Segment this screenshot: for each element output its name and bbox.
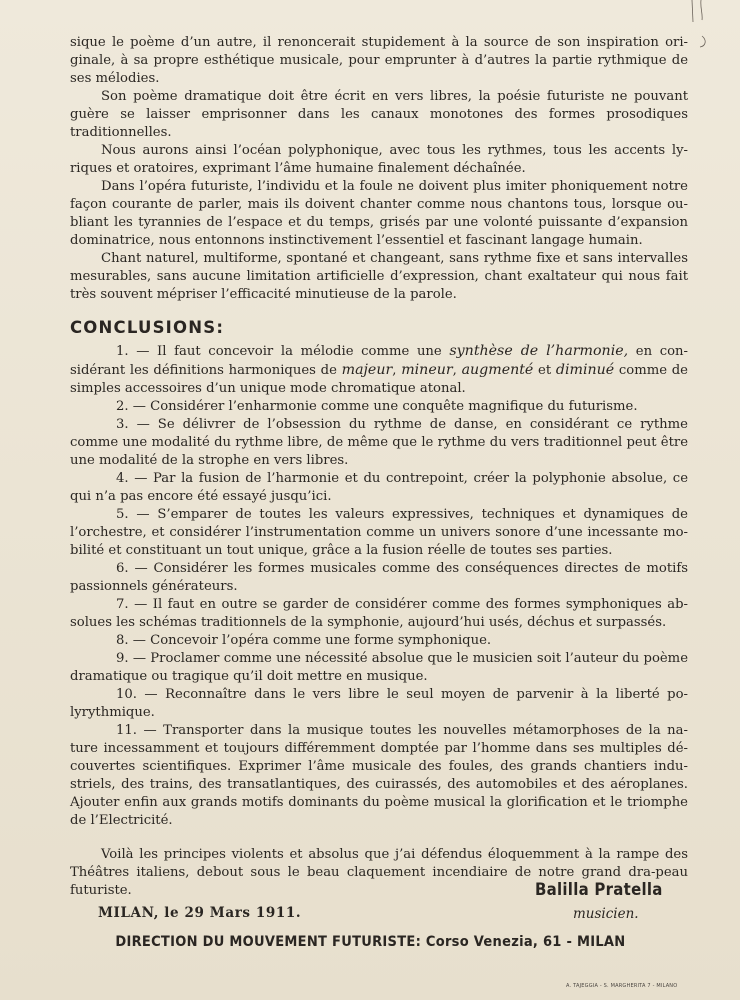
paragraph: Nous aurons ainsi l’océan polyphonique, avec tous les rythmes, tous les accents ly-riques et oratoires, exprimant l’âme humaine finalement déchaînée. (70, 143, 688, 176)
conclusion-item-10: 10. — Reconnaître dans le vers libre le seul moyen de parvenir à la liberté po-lyrythmique. (70, 687, 688, 720)
conclusion-item-7: 7. — Il faut en outre se garder de considérer comme des formes symphoniques ab-solues les schémas traditionnels de la symphonie, aujourd’hui usés, déchus et surpassés. (70, 597, 688, 630)
conclusion-item-1: 1. — Il faut concevoir la mélodie comme une synthèse de l’harmonie, en con-sidérant les définitions harmoniques de majeur, mineur, augmenté et diminué comme de simples accessoires d’un unique mode chromatique atonal. (70, 343, 688, 396)
conclusion-item-8: 8. — Concevoir l’opéra comme une forme symphonique. (116, 633, 492, 648)
conclusion-item-11: 11. — Transporter dans la musique toutes les nouvelles métamorphoses de la na-ture incessamment et toujours différemment domptée par l’homme dans ses multiples dé-couvertes scientifiques. Exprimer l’âme musicale des foules, des grands chantiers indu-striels, des trains, des transatlantiques, des cuirassés, des automobiles et des aéroplanes. Ajouter enfin aux grands motifs dominants du poème musical la glorification et le triomphe de l’Electricité. (70, 723, 688, 828)
signature-name: Balilla Pratella (535, 880, 663, 900)
paragraph: Chant naturel, multiforme, spontané et changeant, sans rythme fixe et sans intervalles mesurables, sans aucune limitation artificielle d’expression, chant exaltateur qui nous fait très souvent mépriser l’efficacité minutieuse de la parole. (70, 251, 688, 302)
corner-fold-mark (688, 0, 712, 48)
conclusion-item-5: 5. — S’emparer de toutes les valeurs expressives, techniques et dynamiques de l’orchestre, et considérer l’instrumentation comme un univers sonore d’une incessante mo-bilité et constituant un tout unique, grâce a la fusion réelle de toutes ses parties. (70, 507, 688, 558)
paragraph: sique le poème d’un autre, il renoncerait stupidement à la source de son inspiration ori-ginale, à sa propre esthétique musicale, pour emprunter à d’autres la partie rythmique de ses mélodies. (70, 35, 688, 86)
conclusions-heading: CONCLUSIONS: (70, 318, 225, 337)
closing-paragraph: Voilà les principes violents et absolus que j’ai défendus éloquemment à la rampe des Théâtres italiens, debout sous le beau claquement incendiaire de notre grand dra-peau futuriste. (70, 847, 688, 898)
paragraph: Son poème dramatique doit être écrit en vers libres, la poésie futuriste ne pouvant guère se laisser emprisonner dans les canaux monotones des formes prosodiques traditionnelles. (70, 89, 688, 140)
signature-role: musicien. (573, 906, 639, 922)
paragraph: Dans l’opéra futuriste, l’individu et la foule ne doivent plus imiter phoniquement notre façon courante de parler, mais ils doivent chanter comme nous chantons tous, lorsque ou-bliant les tyrannies de l’espace et du temps, grisés par une volonté puissante d’expansion dominatrice, nous entonnons instinctivement l’essentiel et fascinant langage humain. (70, 179, 688, 248)
conclusion-item-3: 3. — Se délivrer de l’obsession du rythme de danse, en considérant ce rythme comme une modalité du rythme libre, de même que le rythme du vers traditionnel peut être une modalité de la strophe en vers libres. (70, 417, 688, 468)
printer-imprint: A. TAJEGGIA - S. MARGHERITA 7 - MILANO (566, 983, 678, 989)
footer-address (0, 934, 740, 950)
footer-address-text: DIRECTION DU MOUVEMENT FUTURISTE: Corso Venezia, 61 - MILAN (114, 934, 626, 950)
conclusion-item-9: 9. — Proclamer comme une nécessité absolue que le musicien soit l’auteur du poème dramatique ou tragique qu’il doit mettre en musique. (70, 651, 688, 684)
conclusion-item-6: 6. — Considérer les formes musicales comme des conséquences directes de motifs passionnels générateurs. (70, 561, 688, 594)
manifesto-body (70, 34, 688, 900)
conclusion-item-4: 4. — Par la fusion de l’harmonie et du contrepoint, créer la polyphonie absolue, ce qui n’a pas encore été essayé jusqu’ici. (70, 471, 688, 504)
place-date: MILAN, le 29 Mars 1911. (98, 905, 302, 921)
conclusion-item-2: 2. — Considérer l’enharmonie comme une conquête magnifique du futurisme. (116, 399, 638, 414)
